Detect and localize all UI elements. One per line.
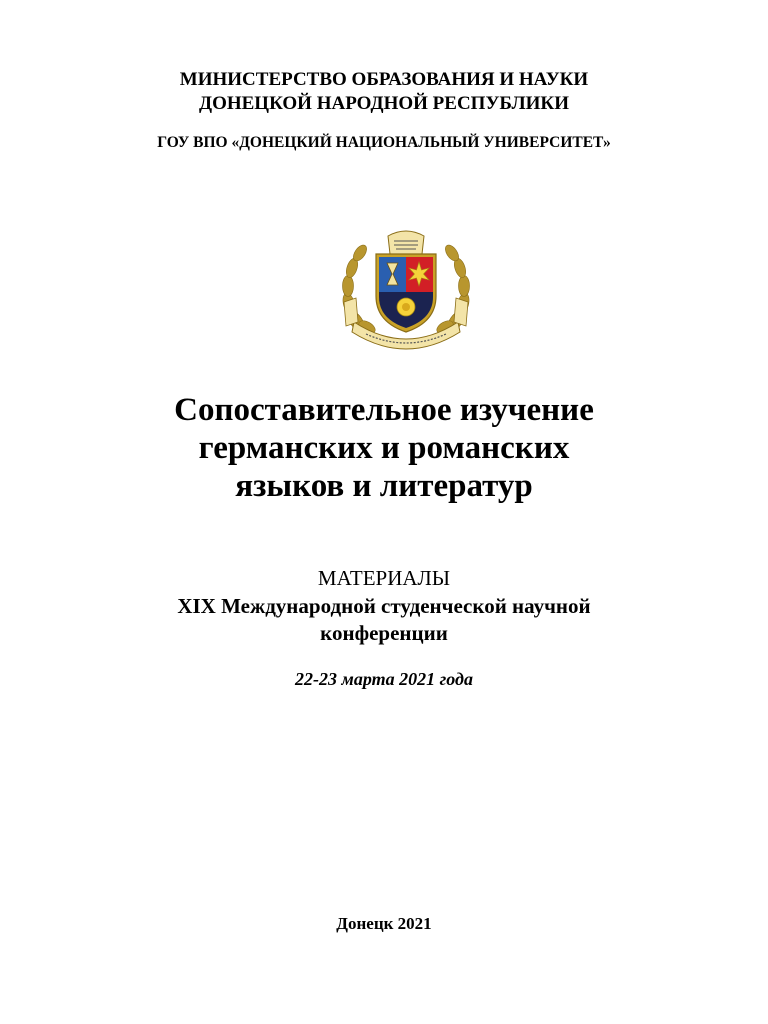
conference-line-2: конференции <box>320 621 448 645</box>
university-name: ГОУ ВПО «ДОНЕЦКИЙ НАЦИОНАЛЬНЫЙ УНИВЕРСИТЕТ» <box>157 134 611 151</box>
ministry-heading <box>0 68 768 116</box>
conference-name <box>0 593 768 647</box>
materials-heading: МАТЕРИАЛЫ <box>317 566 451 590</box>
ministry-line-2: ДОНЕЦКОЙ НАРОДНОЙ РЕСПУБЛИКИ <box>199 93 569 114</box>
ministry-line-1: МИНИСТЕРСТВО ОБРАЗОВАНИЯ И НАУКИ <box>179 69 589 90</box>
city-year: Донецк 2021 <box>336 914 432 933</box>
conference-line-1: XIX Международной студенческой научной <box>177 594 591 618</box>
title-line-3: языков и литератур <box>235 468 533 504</box>
conference-date: 22-23 марта 2021 года <box>295 669 473 689</box>
title-line-2: германских и романских <box>198 430 570 466</box>
document-title <box>0 391 768 505</box>
university-emblem-icon <box>336 226 476 350</box>
title-line-1: Сопоставительное изучение <box>174 392 594 428</box>
